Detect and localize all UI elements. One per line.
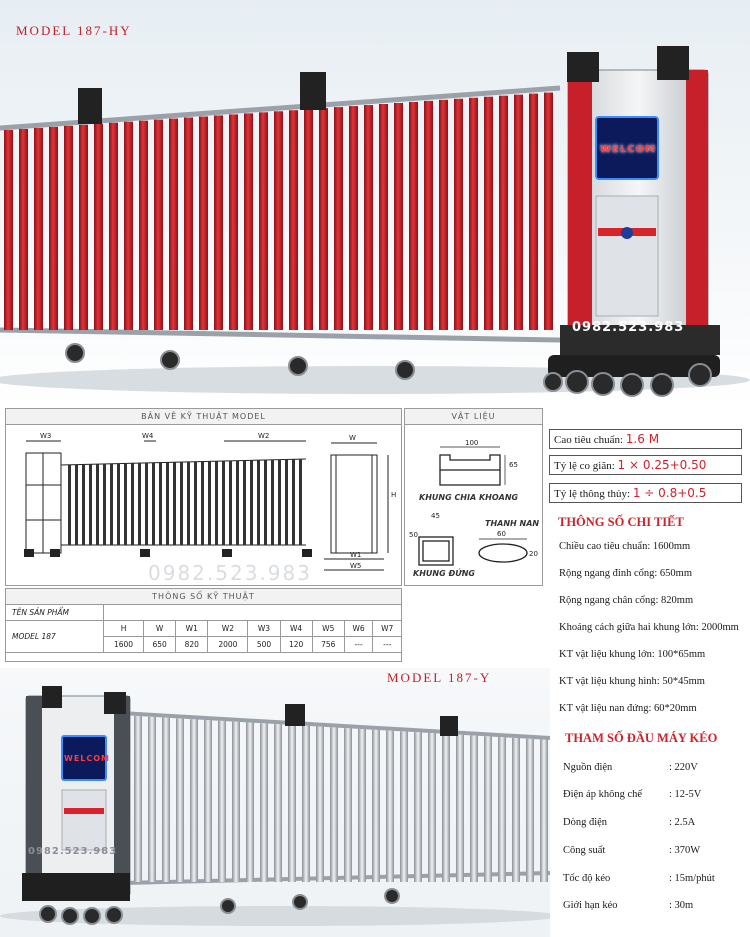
spec-header: W3 <box>248 621 280 637</box>
gate-bar <box>134 716 142 882</box>
gate-bar <box>145 463 148 545</box>
gate-bar <box>187 462 190 545</box>
gate-bar <box>289 110 298 330</box>
motor-key: Dòng điện <box>563 817 608 828</box>
spec-value: --- <box>373 637 402 653</box>
drawing-watermark: 0982.523.983 <box>148 561 312 585</box>
label-w2: W2 <box>258 432 270 440</box>
gate-bar <box>299 459 302 545</box>
gate-bar <box>364 105 373 330</box>
motor-key: Công suất <box>563 845 606 856</box>
spec-value: --- <box>344 637 373 653</box>
spec-table <box>5 604 402 653</box>
gate-bar <box>439 100 448 330</box>
gate-bar <box>103 464 106 545</box>
gate-bar <box>499 96 508 330</box>
gate-bar <box>173 462 176 545</box>
motor-row <box>563 845 700 856</box>
motor-row <box>563 789 701 800</box>
gate-bar <box>484 736 492 882</box>
dim-100: 100 <box>465 439 479 447</box>
gate-bar <box>184 118 193 330</box>
spec-value: 120 <box>280 637 312 653</box>
spec-header: W1 <box>176 621 208 637</box>
label-frame-upright: KHUNG ĐỨNG <box>413 569 475 578</box>
gate-bar <box>180 462 183 545</box>
gate-bar <box>526 739 534 882</box>
info-ratio-value: 1 × 0.25+0.50 <box>617 458 707 472</box>
info-clear-label: Tỷ lệ thông thủy: <box>554 488 631 500</box>
motor-key: Giới hạn kéo <box>563 900 618 911</box>
info-ratio <box>549 455 742 475</box>
gate-bar <box>334 107 343 330</box>
top-phone-number: 0982.523.983 <box>572 320 685 335</box>
motor-val: : 12-5V <box>669 789 702 800</box>
gate-bar <box>260 723 268 882</box>
spec-header: W4 <box>280 621 312 637</box>
technical-drawing-panel <box>5 408 402 586</box>
gate-bar <box>75 465 78 545</box>
gate-bar <box>154 120 163 330</box>
spec-header: W7 <box>373 621 402 637</box>
detail-item: Rộng ngang chân cổng: 820mm <box>559 595 694 606</box>
spec-header: W6 <box>344 621 373 637</box>
info-clear-value: 1 ÷ 0.8+0.5 <box>632 486 707 500</box>
label-h: H <box>391 491 397 499</box>
gate-bar <box>456 735 464 882</box>
spec-product-name: MODEL 187 <box>6 621 104 653</box>
spec-value: 1600 <box>104 637 144 653</box>
motor-title: THAM SỐ ĐẦU MÁY KÉO <box>565 731 718 745</box>
gate-bar <box>386 731 394 882</box>
gate-bar <box>199 116 208 330</box>
gate-bar <box>442 734 450 882</box>
gate-bar <box>236 461 239 545</box>
gate-bar <box>257 460 260 545</box>
label-frame-divider: KHUNG CHIA KHOANG <box>419 493 519 502</box>
bottom-gate-photo <box>0 668 550 937</box>
material-title: VẬT LIỆU <box>405 409 542 425</box>
gate-bar <box>304 109 313 330</box>
spec-value: 756 <box>312 637 344 653</box>
gate-bar <box>124 464 127 545</box>
label-w3: W3 <box>40 432 52 440</box>
silver-gate-illustration <box>0 668 550 937</box>
gate-bar <box>96 464 99 545</box>
label-w5: W5 <box>350 562 362 570</box>
detail-item: KT vật liệu khung lớn: 100*65mm <box>559 649 706 660</box>
gate-bar <box>470 735 478 882</box>
motor-key: Tốc độ kéo <box>563 873 611 884</box>
gate-bar <box>316 727 324 882</box>
gate-bar <box>409 102 418 330</box>
gate-bar <box>152 463 155 545</box>
top-gate-photo <box>0 0 750 405</box>
info-ratio-label: Tỷ lệ co giãn: <box>554 460 615 472</box>
gate-bar <box>176 718 184 882</box>
gate-bar <box>243 461 246 545</box>
gate-bar <box>124 122 133 330</box>
gate-bar <box>244 113 253 330</box>
info-height-value: 1.6 M <box>625 432 660 446</box>
gate-bar <box>201 462 204 545</box>
gate-bar <box>302 726 310 882</box>
gate-bar <box>428 733 436 882</box>
spec-value: 500 <box>248 637 280 653</box>
bottom-model-title: MODEL 187-Y <box>387 670 492 685</box>
dim-65: 65 <box>509 461 518 469</box>
motor-val: : 2.5A <box>669 817 696 828</box>
gate-bar <box>194 462 197 545</box>
gate-bar <box>469 98 478 330</box>
gate-bar <box>218 721 226 882</box>
gate-bar <box>82 465 85 545</box>
gate-bar <box>330 727 338 882</box>
gate-bar <box>285 459 288 545</box>
dim-20: 20 <box>529 550 538 558</box>
gate-bar <box>19 129 28 330</box>
label-w1: W1 <box>350 551 362 559</box>
material-panel <box>404 408 543 586</box>
spec-header: W <box>144 621 176 637</box>
gate-bar <box>529 94 538 330</box>
gate-bar <box>454 99 463 330</box>
bottom-phone-number: 0982.523.983 <box>28 846 118 857</box>
gate-bar <box>139 121 148 330</box>
gate-bar <box>68 465 71 545</box>
gate-bar <box>215 461 218 545</box>
bottom-welcome-sign: WELCOM <box>64 754 111 763</box>
gate-bar <box>190 719 198 882</box>
gate-bar <box>208 461 211 545</box>
dim-45: 45 <box>431 512 440 520</box>
gate-bar <box>246 722 254 882</box>
gate-bar <box>540 740 548 882</box>
gate-bar <box>264 460 267 545</box>
gate-bar <box>229 461 232 545</box>
detail-item: Rộng ngang đỉnh cổng: 650mm <box>559 568 692 579</box>
motor-val: : 30m <box>669 900 694 911</box>
gate-bar <box>94 124 103 330</box>
red-gate-illustration <box>0 0 750 405</box>
gate-bar <box>79 125 88 330</box>
spec-table-title: THÔNG SỐ KỸ THUẬT <box>6 589 401 605</box>
label-bar: THANH NAN <box>485 519 540 528</box>
gate-bar <box>259 112 268 330</box>
gate-bar <box>110 464 113 545</box>
motor-key: Điện áp không chế <box>563 789 643 800</box>
spec-header: W5 <box>312 621 344 637</box>
gate-bar <box>358 729 366 882</box>
spec-value: 820 <box>176 637 208 653</box>
gate-bar <box>344 728 352 882</box>
detail-item: KT vật liệu khung hình: 50*45mm <box>559 676 705 687</box>
gate-bar <box>414 732 422 882</box>
dim-60: 60 <box>497 530 506 538</box>
spec-value: 2000 <box>208 637 248 653</box>
spec-header: H <box>104 621 144 637</box>
label-w4: W4 <box>142 432 154 440</box>
gate-bar <box>89 464 92 545</box>
top-welcome-sign: WELCOM <box>600 144 657 155</box>
gate-bar <box>148 717 156 882</box>
dim-50: 50 <box>409 531 418 539</box>
gate-bar <box>166 462 169 545</box>
info-height <box>549 429 742 449</box>
detail-item: Khoảng cách giữa hai khung lớn: 2000mm <box>559 622 739 633</box>
motor-val: : 370W <box>669 845 701 856</box>
motor-row <box>563 762 698 773</box>
gate-bar <box>372 730 380 882</box>
info-clear <box>549 483 742 503</box>
gate-bar <box>514 95 523 330</box>
label-w: W <box>349 434 356 442</box>
motor-row <box>563 900 693 911</box>
gate-bar <box>271 460 274 545</box>
gate-bar <box>222 461 225 545</box>
gate-bar <box>544 93 553 330</box>
gate-bar <box>379 104 388 330</box>
motor-row <box>563 873 715 884</box>
gate-bar <box>34 128 43 330</box>
gate-bar <box>349 106 358 330</box>
gate-bar <box>288 725 296 882</box>
gate-bar <box>214 115 223 330</box>
gate-bar <box>498 737 506 882</box>
spec-value: 650 <box>144 637 176 653</box>
spec-name-header: TÊN SẢN PHẨM <box>6 605 104 621</box>
gate-bar <box>229 114 238 330</box>
gate-bar <box>484 97 493 330</box>
detail-item: Chiều cao tiêu chuẩn: 1600mm <box>559 541 691 552</box>
gate-bar <box>394 103 403 330</box>
gate-bar <box>232 722 240 882</box>
gate-bar <box>292 459 295 545</box>
top-model-title: MODEL 187-HY <box>16 23 132 38</box>
gate-bar <box>424 101 433 330</box>
spec-header: W2 <box>208 621 248 637</box>
gate-bar <box>278 460 281 545</box>
spec-table-panel <box>5 588 402 662</box>
gate-bar <box>117 464 120 545</box>
gate-bar <box>274 724 282 882</box>
gate-bar <box>319 108 328 330</box>
gate-bar <box>4 130 13 330</box>
detail-item: KT vật liệu nan đứng: 60*20mm <box>559 703 697 714</box>
gate-bar <box>204 720 212 882</box>
gate-bar <box>64 126 73 330</box>
gate-bar <box>159 463 162 545</box>
motor-val: : 220V <box>669 762 698 773</box>
motor-key: Nguồn điện <box>563 762 613 773</box>
motor-val: : 15m/phút <box>669 873 715 884</box>
material-profiles <box>405 425 542 585</box>
gate-bar <box>512 738 520 882</box>
gate-bar <box>131 463 134 545</box>
info-height-label: Cao tiêu chuẩn: <box>554 434 624 446</box>
gate-bar <box>250 460 253 545</box>
gate-bar <box>274 111 283 330</box>
gate-bar <box>109 123 118 330</box>
details-title: THÔNG SỐ CHI TIẾT <box>558 515 684 529</box>
gate-bar <box>162 718 170 882</box>
gate-bar <box>169 119 178 330</box>
technical-drawing-title: BẢN VẼ KỸ THUẬT MODEL <box>6 409 401 425</box>
gate-bar <box>138 463 141 545</box>
motor-row <box>563 817 695 828</box>
gate-bar <box>400 731 408 882</box>
gate-bar <box>49 127 58 330</box>
